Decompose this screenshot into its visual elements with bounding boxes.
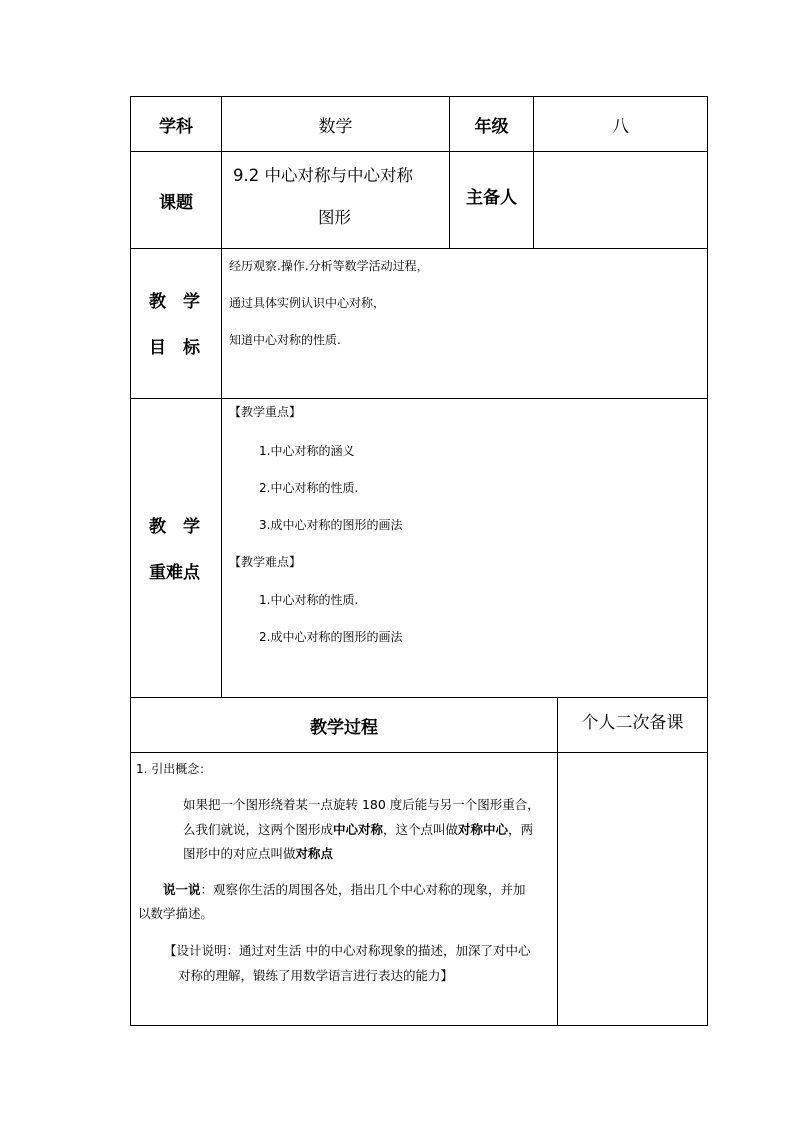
say-line2: 以数学描述。 xyxy=(138,906,214,921)
focus-heading: 【教学重点】 xyxy=(229,405,302,419)
row-divider-5 xyxy=(130,752,708,753)
goals-label-line1: 教 学 xyxy=(149,292,200,312)
row-divider-3 xyxy=(130,398,708,399)
goal-item-3: 知道中心对称的性质. xyxy=(229,333,341,347)
process-title: 教学过程 xyxy=(310,717,378,738)
grade-value: 八 xyxy=(612,116,629,137)
row-divider-2 xyxy=(130,248,708,249)
focus-item-3: 3.成中心对称的图形的画法 xyxy=(259,518,403,532)
second-prep-title: 个人二次备课 xyxy=(581,712,684,733)
definition-line1: 如果把一个图形绕着某一点旋转 180 度后能与另一个图形重合， xyxy=(183,797,540,812)
focus-item-2: 2.中心对称的性质. xyxy=(259,481,359,495)
topic-value-line1: 9.2 中心对称与中心对称 xyxy=(233,166,413,185)
focus-item-1: 1.中心对称的涵义 xyxy=(259,444,355,458)
topic-label: 课题 xyxy=(159,192,193,213)
difficulty-item-2: 2.成中心对称的图形的画法 xyxy=(259,630,403,644)
difficulty-item-1: 1.中心对称的性质. xyxy=(259,593,359,607)
design-note-line1: 【设计说明：通过对生活 中的中心对称现象的描述，加深了对中心 xyxy=(164,943,531,958)
difficulty-heading: 【教学难点】 xyxy=(229,555,302,569)
say-line1 xyxy=(163,880,526,898)
topic-value-line2: 图形 xyxy=(318,208,351,227)
preparer-label: 主备人 xyxy=(466,187,517,208)
definition-line2-e: ，两 xyxy=(508,822,534,837)
definition-line3 xyxy=(183,844,333,862)
say-label: 说一说 xyxy=(163,882,201,897)
term-central-symmetry: 中心对称 xyxy=(333,822,384,837)
goal-item-1: 经历观察.操作.分析等数学活动过程， xyxy=(229,259,429,273)
section1-heading: 1. 引出概念： xyxy=(136,762,212,776)
design-note-line2: 对称的理解，锻练了用数学语言进行表达的能力】 xyxy=(178,968,454,983)
subject-label: 学科 xyxy=(159,116,193,137)
goal-item-2: 通过具体实例认识中心对称， xyxy=(229,296,386,310)
term-symmetric-point: 对称点 xyxy=(295,846,334,861)
keypoints-label-line1: 教 学 xyxy=(149,517,200,537)
table-border-bottom xyxy=(130,1025,708,1026)
definition-line3-a: 图形中的对应点叫做 xyxy=(183,846,296,861)
table-border-right xyxy=(707,96,708,1026)
preparer-value xyxy=(534,152,707,248)
definition-line2 xyxy=(183,820,533,838)
term-symmetry-center: 对称中心 xyxy=(458,822,509,837)
subject-value: 数学 xyxy=(318,116,353,137)
col-divider-process xyxy=(557,697,558,1025)
definition-line2-c: ，这个点叫做 xyxy=(383,822,459,837)
keypoints-label-line2: 重难点 xyxy=(149,563,200,583)
col-divider-label xyxy=(221,96,222,697)
grade-label: 年级 xyxy=(474,116,509,137)
say-text-1: ：观察你生活的周围各处，指出几个中心对称的现象，并加 xyxy=(200,882,526,897)
goals-label-line2: 目 标 xyxy=(149,338,200,358)
definition-line2-a: 么我们就说，这两个图形成 xyxy=(183,822,334,837)
